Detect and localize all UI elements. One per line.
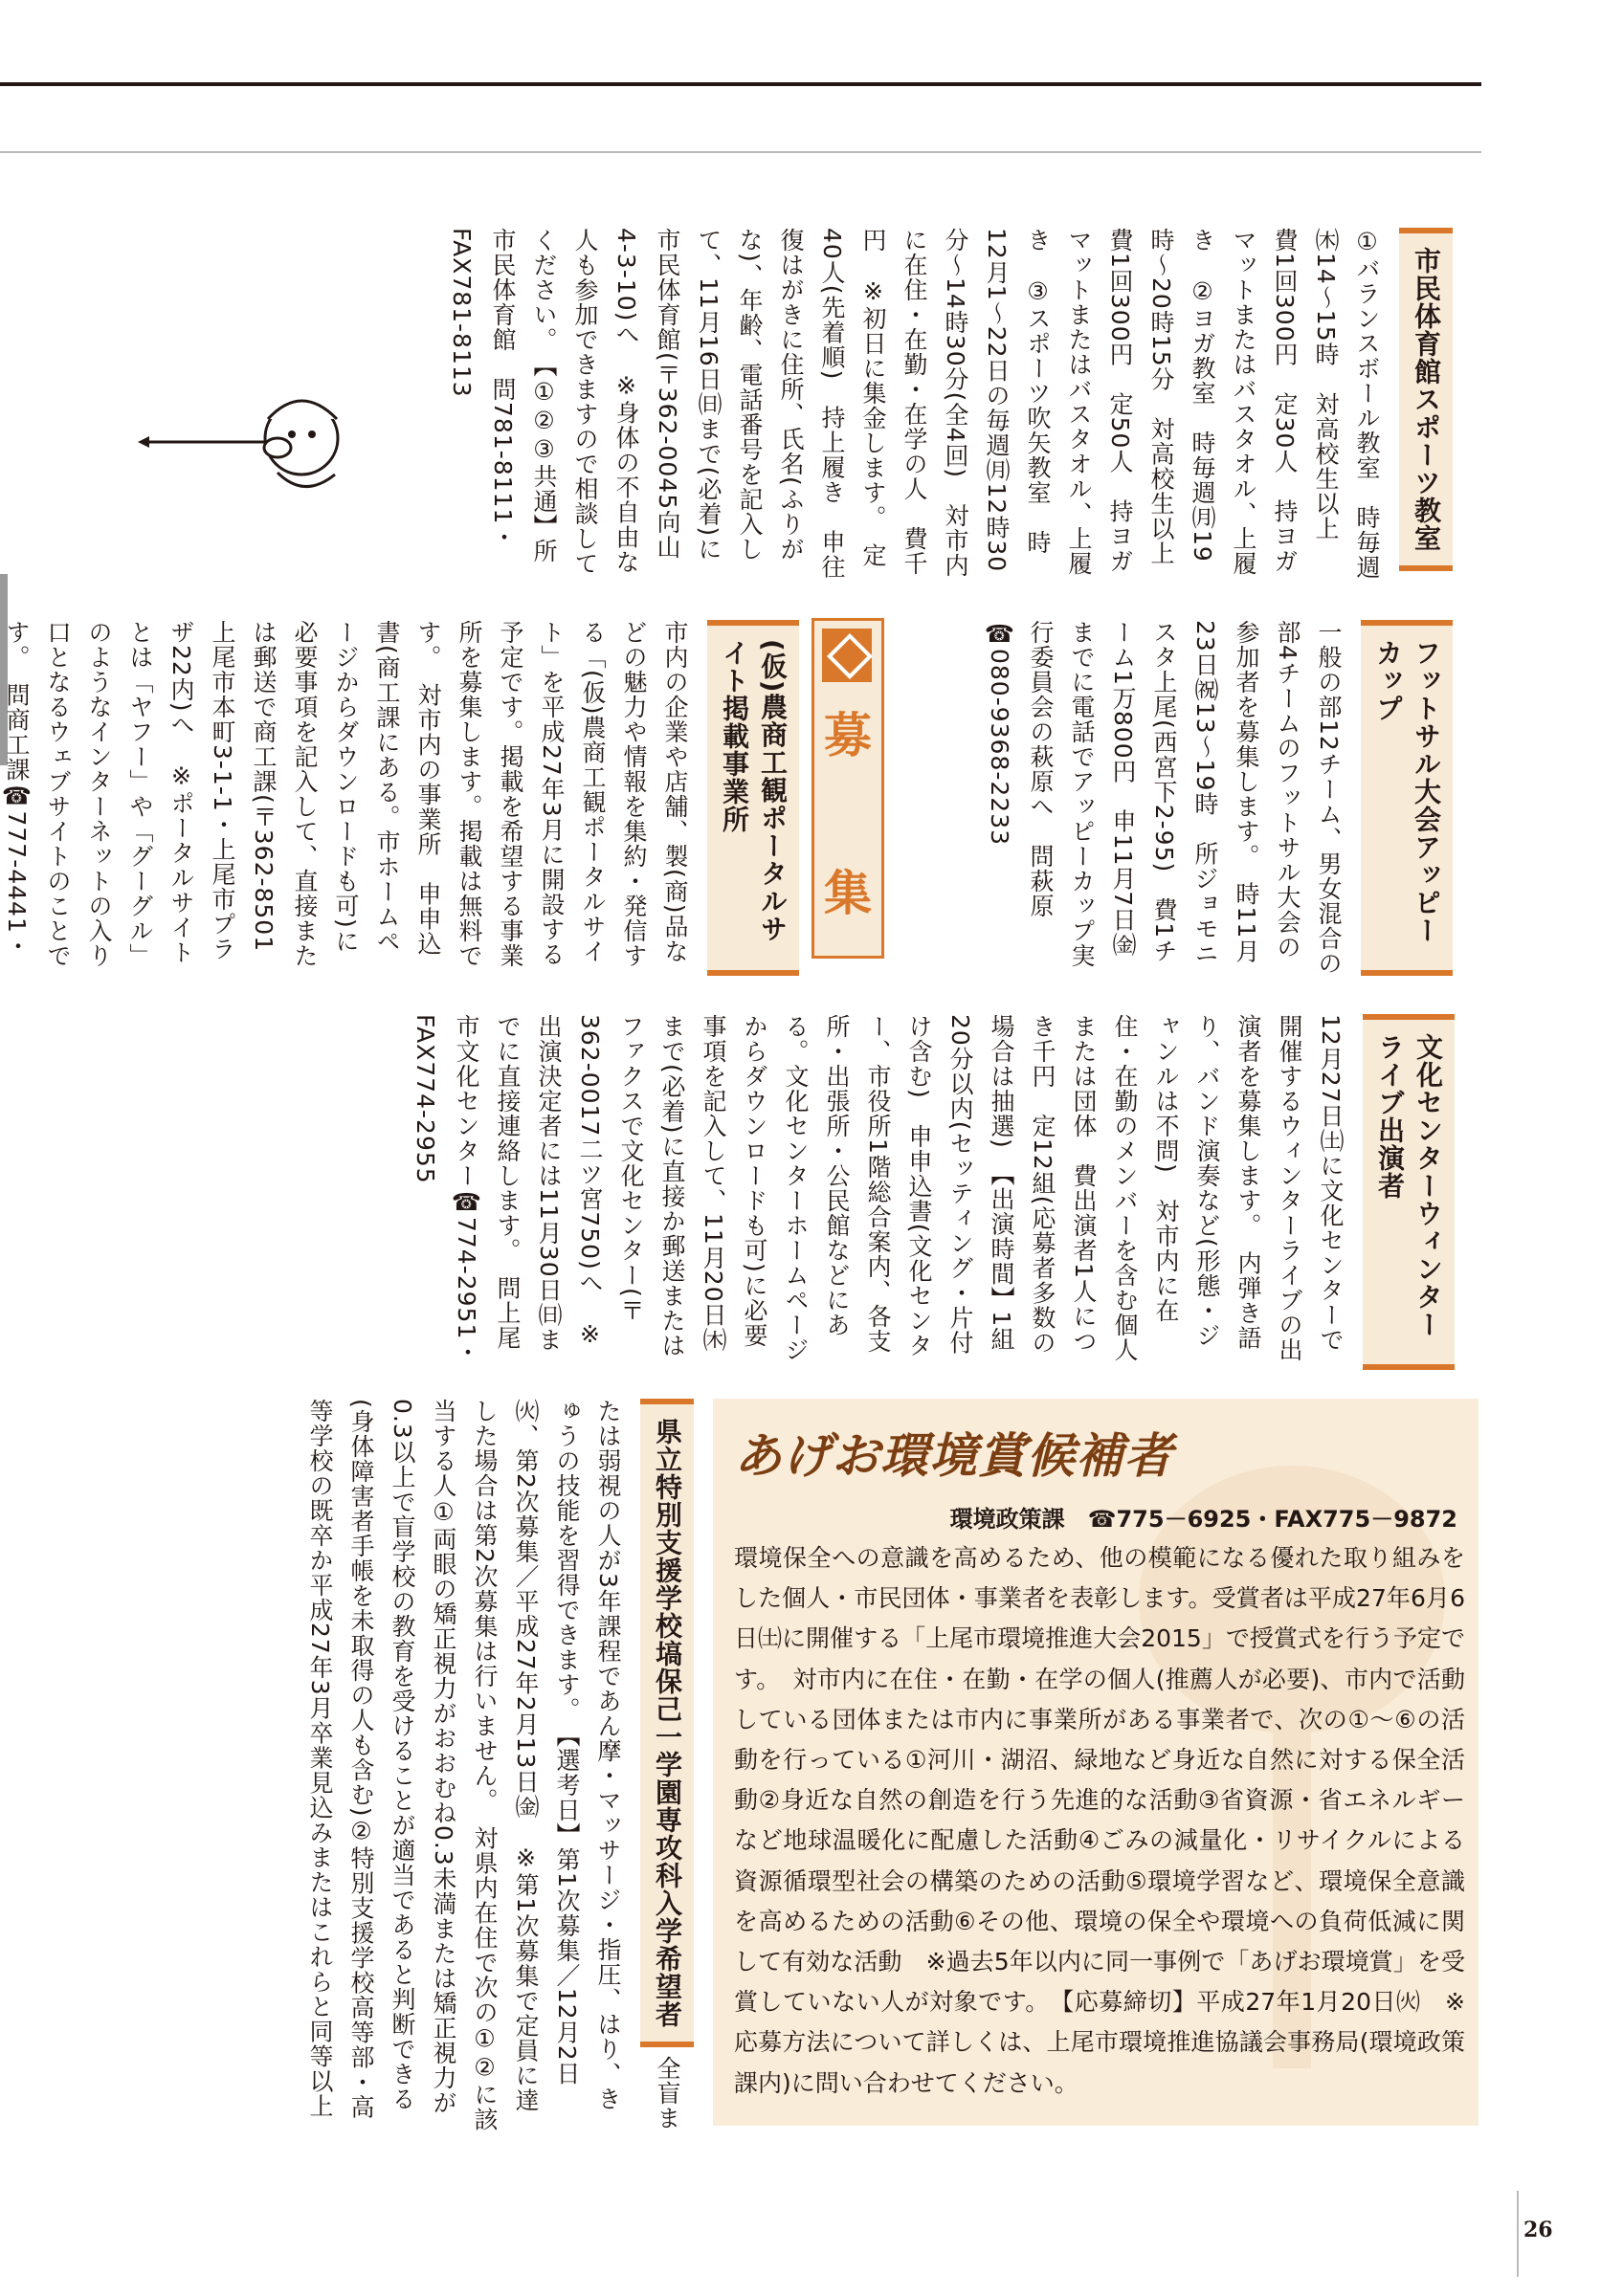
header-divider bbox=[0, 151, 1481, 153]
school-admission-article bbox=[129, 1399, 694, 2135]
page-number-divider bbox=[1517, 2191, 1519, 2277]
award-body: 環境保全への意識を高めるため、他の模範になる優れた取り組みをした個人・市民団体・事業者を表彰します。受賞者は平成27年6月6日㈯に開催する「上尾市環境推進大会2015」で授賞式を行う予定です。 対市内に在住・在勤・在学の個人(推薦人が必要)、市内で活動している団体または市内に事業所がある事業者で、次の①～⑥の活動を行っている①河川・湖沼、緑地など身近な自然に対する保全活動②身近な自然の創造を行う先進的な活動③省資源・省エネルギーなど地球温暖化に配慮した活動④ごみの減量化・リサイクルによる資源循環型社会の構築のための活動⑤環境学習など、環境保全意識を高めるための活動⑥その他、環境の保全や環境への負荷低減に関して有効な活動 ※過去5年以内に同一事例で「あげお環境賞」を受賞していない人が対象です。 【応募締切】平成27年1月20日㈫ ※応募方法について詳しくは、上尾市環境推進協議会事務局(環境政策課内)に問い合わせてください。 bbox=[734, 1544, 1465, 2097]
award-title: あげお環境賞候補者 bbox=[734, 1427, 1173, 1484]
winter-heading: 文化センターウィンターライブ出演者 bbox=[1363, 1014, 1455, 1370]
school-heading: 県立特別支援学校塙保己一学園専攻科入学希望者 bbox=[640, 1399, 694, 2047]
recruit-diamond-icon bbox=[822, 629, 872, 682]
mascot-blowgun-illustration bbox=[134, 373, 364, 507]
futsal-cup-article bbox=[919, 620, 1453, 976]
winter-body: 12月27日㈯に文化センターで開催するウィンターライブの出演者を募集します。 内弾き語り、バンド演奏など(形態・ジャンルは不問) 対市内に在住・在勤のメンバーを含む個人または団体 費出演者1人につき千円 定12組(応募者多数の場合は抽選) 【出演時間】1組20分以内(セッティング・片付け含む) 申申込書(文化センター、市役所1階総合案内、各支所・出張所・公民館などにある。文化センターホームページからダウンロードも可)に必要事項を記入して、11月20日㈭まで(必着)に直接か郵送またはファクスで文化センター(〒362‐0017二ツ宮750)へ ※出演決定者には11月30日㈰までに直接連絡します。 問上尾市文化センター☎774‐2951・FAX774‐2955 bbox=[411, 1014, 1345, 1365]
portal-site-article bbox=[3, 620, 799, 976]
gym-heading: 市民体育館スポーツ教室 bbox=[1399, 228, 1453, 571]
recruit-char-2: 集 bbox=[824, 866, 872, 921]
portal-body: 市内の企業や店舗、製(商)品などの魅力や情報を集約・発信する「(仮)農商工観ポータルサイト」を平成27年3月に開設する予定です。掲載を希望する事業所を募集します。掲載は無料です。 対市内の事業所 申申込書(商工課にある。市ホームページからダウンロードも可)に必要事項を記入して、直接または郵送で商工課(〒362‐8501上尾市本町3‐1‐1・上尾市プラザ22内)へ ※ポータルサイトとは「ヤフー」や「グーグル」のようなインターネットの入り口となるウェブサイトのことです。 問商工課☎777‐4441・ bbox=[3, 620, 689, 968]
page-number: 26 bbox=[1523, 2218, 1553, 2242]
gym-body: ①バランスボール教室 時毎週㈭14～15時 対高校生以上 費1回300円 定30人 持ヨガマットまたはバスタオル、上履き ②ヨガ教室 時毎週㈪19時～20時15分 対高校生以上 費1回300円 定50人 持ヨガマットまたはバスタオル、上履き ③スポーツ吹矢教室 時12月1～22日の毎週㈪12時30分～14時30分(全4回) 対市内に在住・在勤・在学の人 費千円 ※初日に集金します。 定40人(先着順) 持上履き 申往復はがきに住所、氏名(ふりがな)、年齢、電話番号を記入して、11月16日㈰まで(必着)に市民体育館(〒362‐0045向山4‐3‐10)へ ※身体の不自由な人も参加できますので相談してください。 【①②③共通】所市民体育館 問781‐8111・FAX781‐8113 bbox=[448, 228, 1381, 591]
futsal-body: 一般の部12チーム、男女混合の部4チームのフットサル大会の参加者を募集します。 時11月23日㈷13～19時 所ジョモニスタ上尾(西宮下2‐95) 費1チーム1万800円 申11月7日㈮までに電話でアッピーカップ実行委員会の萩原へ 問萩原☎080‐9368‐2233 bbox=[986, 620, 1343, 976]
award-contact: 環境政策課 ☎775－6925・FAX775－9872 bbox=[949, 1506, 1457, 1533]
recruitment-banner bbox=[812, 618, 884, 959]
school-body: 全盲または弱視の人が3年課程であん摩・マッサージ・指圧、はり、きゅうの技能を習得できます。 【選考日】第1次募集／12月2日㈫、第2次募集／平成27年2月13日㈮ ※第1次募集で定員に達した場合は第2次募集は行いません。 対県内在住で次の①②に該当する人①両眼の矯正視力がおおむね0.3未満または矯正視力が0.3以上で盲学校の教育を受けることが適当であると判断できる(身体障害者手帳を未取得の人も含む)②特別支援学校高等部・高等学校の既卒か平成27年3月卒業見込みまたはこれらと同等以上 bbox=[306, 1399, 681, 2132]
top-rule bbox=[0, 82, 1481, 86]
recruit-char-1: 募 bbox=[824, 708, 872, 763]
environment-award-box bbox=[713, 1399, 1478, 2126]
futsal-heading: フットサル大会アッピーカップ bbox=[1361, 620, 1453, 976]
winter-live-article bbox=[129, 1014, 1455, 1370]
portal-heading: (仮)農商工観ポータルサイト掲載事業所 bbox=[707, 620, 799, 976]
gym-sports-class-article bbox=[306, 228, 1453, 591]
